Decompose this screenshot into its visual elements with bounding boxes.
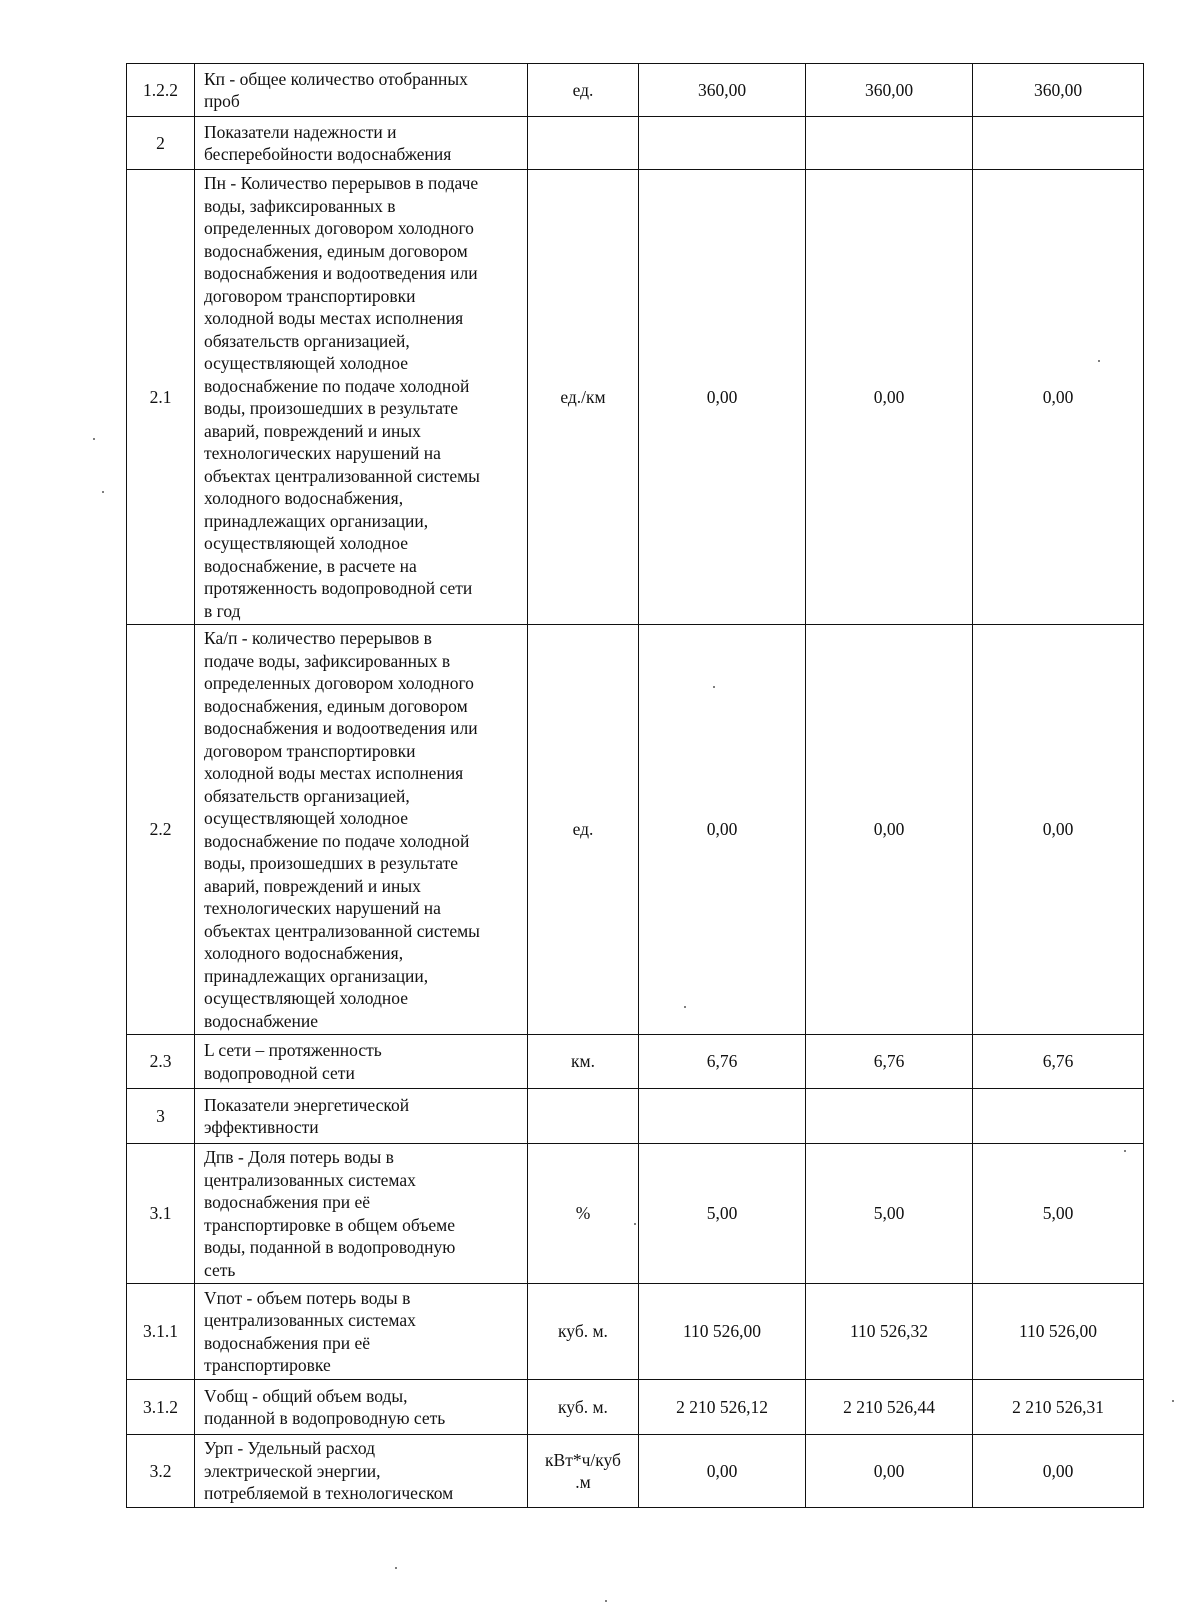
indicator-name-line: водоснабжение по подаче холодной [204,375,470,396]
unit-cell [528,64,639,117]
row-number: 1.2.2 [127,64,195,117]
unit-cell [528,170,639,625]
indicator-name-line: водоснабжения, единым договором [204,240,468,261]
value-year-1: 0,00 [639,625,806,1035]
scan-speck [93,438,95,440]
unit-line: % [575,1203,591,1224]
indicator-name-line: потребляемой в технологическом [204,1483,454,1504]
table-row [127,1380,1144,1435]
indicator-name-line: водоснабжение, в расчете на [204,555,417,576]
indicator-name-line: технологических нарушений на [204,443,441,463]
value-year-2 [806,117,973,170]
indicator-name-line: протяженность водопроводной сети [204,578,473,598]
value-year-3: 0,00 [973,625,1144,1035]
indicator-name-line: осуществляющей холодное [204,808,409,828]
unit-line: ед. [572,819,594,840]
row-number: 2 [127,117,195,170]
indicator-name-line: договором транспортировки [204,285,416,306]
table-row [127,1144,1144,1284]
indicator-name-line: водоснабжения и водоотведения или [204,263,478,283]
indicator-name-line: обязательств организацией, [204,785,410,806]
indicator-name-line: холодной воды местах исполнения [204,763,464,783]
unit-cell [528,1380,639,1435]
value-year-3 [973,1089,1144,1144]
indicator-name-line: водоснабжения при её [204,1192,371,1212]
table-row [127,1435,1144,1508]
unit-cell [528,1284,639,1380]
indicator-name-line: бесперебойности водоснабжения [204,144,452,164]
scan-speck [713,686,715,688]
indicator-name-line: Дпв - Доля потерь воды в [204,1147,394,1167]
value-year-2: 2 210 526,44 [806,1380,973,1435]
indicator-name [195,1284,528,1380]
indicator-name-line: водоснабжения при её [204,1332,371,1353]
indicator-name [195,1380,528,1435]
table-row [127,1284,1144,1380]
unit-line: куб. м. [558,1321,608,1342]
indicator-name-line: водоснабжения и водоотведения или [204,718,478,738]
scan-speck [684,1006,686,1008]
indicator-name-line: принадлежащих организации, [204,510,429,531]
indicator-name-line: Показатели надежности и [204,121,397,142]
indicator-name-line: принадлежащих организации, [204,965,429,986]
indicator-name-line: объектах централизованной системы [204,465,480,486]
value-year-3: 2 210 526,31 [973,1380,1144,1435]
scan-speck [634,1223,636,1225]
indicator-name-line: в год [204,600,241,621]
indicator-name-line: Урп - Удельный расход [204,1438,376,1459]
value-year-3: 6,76 [973,1035,1144,1089]
value-year-1: 2 210 526,12 [639,1380,806,1435]
indicator-name-line: Кп - общее количество отобранных [204,68,468,89]
indicator-name-line: технологических нарушений на [204,898,441,918]
unit-line: кВт*ч/куб [545,1449,621,1470]
indicator-name-line: холодной воды местах исполнения [204,308,464,328]
table-row [127,1035,1144,1089]
indicator-name [195,117,528,170]
unit-cell [528,1035,639,1089]
indicator-name-line: централизованных системах [204,1310,416,1330]
indicator-name-line: электрической энергии, [204,1460,381,1481]
indicator-name-line: Ка/п - количество перерывов в [204,628,432,648]
row-number: 3.1.1 [127,1284,195,1380]
table-row [127,170,1144,625]
indicator-name-line: подаче воды, зафиксированных в [204,650,451,671]
value-year-1: 360,00 [639,64,806,117]
value-year-3: 5,00 [973,1144,1144,1284]
row-number: 2.2 [127,625,195,1035]
value-year-3: 0,00 [973,170,1144,625]
value-year-1: 5,00 [639,1144,806,1284]
indicator-name-line: сеть [204,1259,236,1280]
unit-line: ед. [572,79,594,100]
value-year-2: 360,00 [806,64,973,117]
indicator-name-line: водопроводной сети [204,1062,355,1083]
indicator-name-line: холодного водоснабжения, [204,488,404,508]
indicator-name-line: осуществляющей холодное [204,988,409,1008]
value-year-1: 6,76 [639,1035,806,1089]
row-number: 3 [127,1089,195,1144]
indicator-name-line: воды, произошедших в результате [204,398,459,418]
indicator-name-line: определенных договором холодного [204,218,474,238]
indicator-name-line: транспортировке [204,1355,331,1375]
row-number: 3.2 [127,1435,195,1508]
scan-speck [605,1600,607,1602]
unit-cell [528,117,639,170]
table-row [127,117,1144,170]
indicator-name [195,1089,528,1144]
indicator-name [195,1144,528,1284]
row-number: 2.1 [127,170,195,625]
table-row [127,64,1144,117]
indicator-name [195,170,528,625]
indicator-name-line: воды, произошедших в результате [204,853,459,873]
unit-line: куб. м. [558,1396,608,1417]
indicator-name-line: поданной в водопроводную сеть [204,1408,446,1428]
unit-line: ед./км [560,386,606,407]
indicator-name-line: воды, поданной в водопроводную [204,1237,456,1257]
scan-speck [1172,1400,1174,1402]
unit-line: км. [571,1051,595,1072]
value-year-3: 360,00 [973,64,1144,117]
indicator-name-line: осуществляющей холодное [204,533,409,553]
indicator-name-line: холодного водоснабжения, [204,943,404,963]
indicator-name-line: централизованных системах [204,1169,416,1190]
row-number: 3.1 [127,1144,195,1284]
scan-speck [1098,360,1100,362]
indicator-name-line: аварий, повреждений и иных [204,420,421,441]
row-number: 2.3 [127,1035,195,1089]
value-year-2: 0,00 [806,170,973,625]
indicator-name-line: воды, зафиксированных в [204,195,396,216]
indicator-name-line: водоснабжение [204,1010,318,1031]
indicator-name-line: транспортировке в общем объеме [204,1214,455,1235]
indicator-name [195,1035,528,1089]
value-year-2: 0,00 [806,625,973,1035]
indicator-name-line: проб [204,91,240,111]
table-row [127,1089,1144,1144]
value-year-1: 0,00 [639,170,806,625]
value-year-2: 110 526,32 [806,1284,973,1380]
unit-line: .м [575,1472,591,1492]
row-number: 3.1.2 [127,1380,195,1435]
indicator-name [195,64,528,117]
unit-cell [528,1144,639,1284]
indicators-table [126,63,1144,1508]
value-year-1: 110 526,00 [639,1284,806,1380]
indicator-name-line: Пн - Количество перерывов в подаче [204,173,479,193]
indicator-name-line: обязательств организацией, [204,330,410,351]
indicator-name-line: Vобщ - общий объем воды, [204,1385,408,1406]
unit-cell [528,1435,639,1508]
indicator-name-line: эффективности [204,1117,319,1137]
value-year-2 [806,1089,973,1144]
scan-speck [1124,1150,1126,1152]
indicator-name-line: аварий, повреждений и иных [204,875,421,896]
value-year-1 [639,117,806,170]
indicator-name [195,625,528,1035]
indicator-name-line: водоснабжения, единым договором [204,695,468,716]
scan-speck [395,1567,397,1569]
value-year-1: 0,00 [639,1435,806,1508]
indicator-name-line: договором транспортировки [204,740,416,761]
indicator-name-line: объектах централизованной системы [204,920,480,941]
indicator-name [195,1435,528,1508]
value-year-2: 6,76 [806,1035,973,1089]
indicator-name-line: определенных договором холодного [204,673,474,693]
indicator-name-line: Vпот - объем потерь воды в [204,1287,411,1308]
value-year-3: 110 526,00 [973,1284,1144,1380]
scan-speck [102,491,104,493]
value-year-3 [973,117,1144,170]
unit-cell [528,1089,639,1144]
indicator-name-line: осуществляющей холодное [204,353,409,373]
indicator-name-line: L сети – протяженность [204,1040,382,1060]
indicator-name-line: Показатели энергетической [204,1094,410,1115]
value-year-2: 0,00 [806,1435,973,1508]
value-year-3: 0,00 [973,1435,1144,1508]
table-row [127,625,1144,1035]
value-year-2: 5,00 [806,1144,973,1284]
indicator-name-line: водоснабжение по подаче холодной [204,830,470,851]
unit-cell [528,625,639,1035]
value-year-1 [639,1089,806,1144]
